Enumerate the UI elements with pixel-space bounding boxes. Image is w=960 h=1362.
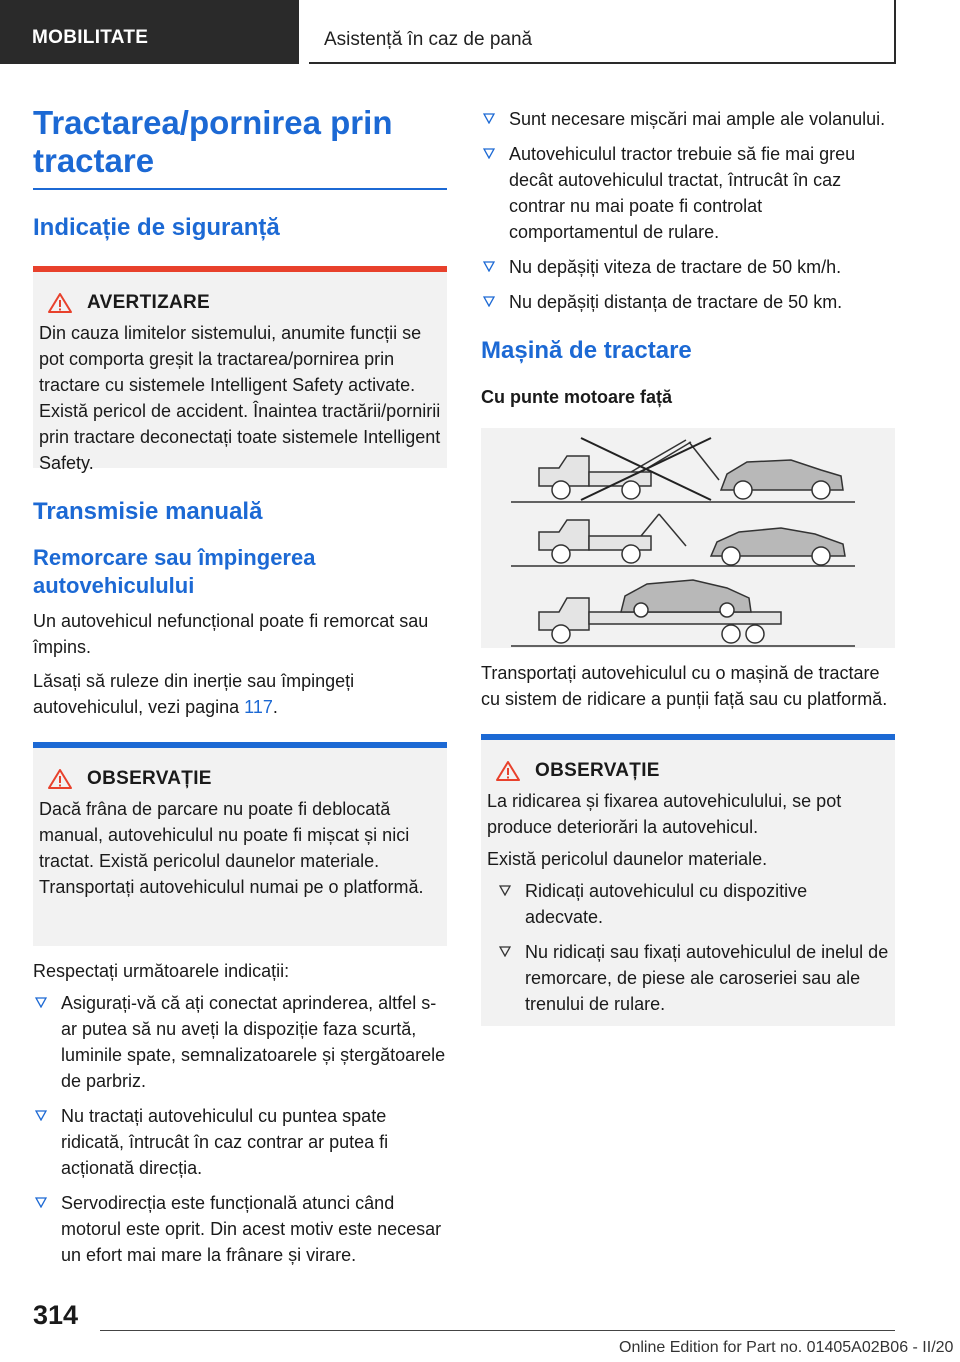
para-coast-end: . — [272, 697, 278, 717]
list-item — [497, 939, 889, 1017]
note-box-parking-brake — [33, 742, 447, 946]
note-label: OBSERVAȚIE — [535, 760, 660, 781]
note-text-1: La ridicarea și fixarea autovehiculului, se pot produce deteriorări la autovehicul. — [487, 791, 842, 837]
note-box-title — [495, 760, 889, 782]
list-item-text: Nu ridicați sau fixați autovehiculul de inelul de remorcare, de piese ale caroseriei sau ale trenului de rulare. — [525, 942, 889, 1014]
right-column — [481, 106, 895, 1026]
towing-illustration — [481, 428, 895, 648]
left-bullet-list — [33, 990, 447, 1268]
note-label: OBSERVAȚIE — [87, 768, 212, 789]
triangle-bullet-icon — [35, 1196, 47, 1208]
figure-caption: Transportați autovehiculul cu o mașină de tractare cu sistem de ridicare a punții față sau cu platformă. — [481, 663, 888, 709]
para-coast — [33, 668, 447, 720]
warning-label: AVERTIZARE — [87, 292, 210, 313]
note-text-2: Există pericolul daunelor materiale. — [487, 849, 768, 869]
list-item — [481, 254, 895, 280]
observe-intro: Respectați următoarele indicații: — [33, 961, 290, 981]
triangle-bullet-icon — [35, 996, 47, 1008]
tow-car-heading: Mașină de tractare — [481, 337, 692, 364]
para-coast-text: Lăsați să ruleze din inerție sau împingeți autovehiculul, vezi pagina — [33, 671, 355, 717]
list-item — [481, 106, 895, 132]
right-bullet-list — [481, 106, 895, 315]
manual-transmission-heading: Transmisie manuală — [33, 498, 263, 525]
page-number: 314 — [33, 1300, 79, 1330]
list-item — [497, 878, 889, 930]
list-item-text: Nu depășiți viteza de tractare de 50 km/h. — [509, 257, 842, 277]
warning-box-title — [47, 292, 441, 314]
note-box-title — [47, 768, 441, 790]
towed-car-2 — [711, 528, 845, 565]
front-drive-heading: Cu punte motoare față — [481, 387, 673, 407]
list-item — [33, 990, 447, 1094]
towed-car-1 — [721, 460, 843, 499]
warning-triangle-icon — [495, 760, 521, 782]
note-box-lifting — [481, 734, 895, 1026]
triangle-bullet-icon — [483, 112, 495, 124]
triangle-bullet-icon — [483, 295, 495, 307]
title-rule — [33, 188, 447, 190]
chapter-tab — [309, 0, 896, 64]
triangle-bullet-icon — [499, 884, 511, 896]
footer-rule — [100, 1330, 895, 1331]
list-item-text: Autovehiculul tractor trebuie să fie mai greu decât autovehiculul tractat, întrucât în caz contrar nu mai poate fi controlat comportamentul de rulare. — [509, 144, 856, 242]
note-bullet-list — [497, 878, 889, 1017]
tow-truck-lift-2 — [539, 514, 686, 563]
warning-box — [33, 266, 447, 473]
safety-heading: Indicație de siguranță — [33, 214, 280, 241]
note-text: Dacă frâna de parcare nu poate fi deblocată manual, autovehiculul nu poate fi mișcat și nici tractat. Există pericolul daunelor materiale. Transportați autovehiculul numai pe o platformă. — [39, 799, 424, 897]
carried-car — [621, 580, 751, 617]
warning-triangle-icon — [47, 292, 73, 314]
left-column — [33, 100, 447, 1277]
warning-triangle-icon — [47, 768, 73, 790]
list-item — [33, 1103, 447, 1181]
towing-vehicles-figure — [481, 428, 895, 648]
warning-text: Din cauza limitelor sistemului, anumite funcții se pot comporta greșit la tractarea/pornirea prin tractare cu sistemele Intelligent Safety activate. Există pericol de accident. Înaintea tractării/pornirii prin tractare deconectați toate sistemele Intelligent Safety. — [39, 323, 441, 473]
list-item-text: Servodirecția este funcțională atunci când motorul este oprit. Din acest motiv este necesar un efort mai mare la frânare și virare. — [61, 1193, 442, 1265]
list-item-text: Asigurați-vă că ați conectat aprinderea, altfel s-ar putea să nu aveți la dispoziție faza scurtă, luminile spate, semnalizatoarele și ștergătoarele de parbriz. — [61, 993, 446, 1091]
list-item — [481, 141, 895, 245]
section-tab — [0, 0, 299, 64]
para-tow-or-push: Un autovehicul nefuncțional poate fi remorcat sau împins. — [33, 611, 429, 657]
page-title: Tractarea/pornirea prin tractare — [33, 104, 393, 179]
chapter-title: Asistență în caz de pană — [324, 29, 533, 50]
triangle-bullet-icon — [483, 147, 495, 159]
section-title: MOBILITATE — [32, 27, 149, 48]
cross-out-mark — [581, 438, 711, 500]
list-item-text: Nu tractați autovehiculul cu puntea spate ridicată, întrucât în caz contrar ar putea fi acționată direcția. — [61, 1106, 389, 1178]
list-item-text: Sunt necesare mișcări mai ample ale volanului. — [509, 109, 886, 129]
list-item-text: Ridicați autovehiculul cu dispozitive adecvate. — [525, 881, 808, 927]
triangle-bullet-icon — [499, 945, 511, 957]
page-link-117[interactable]: 117 — [244, 697, 273, 717]
list-item — [481, 289, 895, 315]
tow-push-heading: Remorcare sau împingerea autovehiculului — [33, 545, 316, 598]
edition-footer: Online Edition for Part no. 01405A02B06 - II/20 — [619, 1339, 954, 1356]
list-item-text: Nu depășiți distanța de tractare de 50 km. — [509, 292, 843, 312]
triangle-bullet-icon — [35, 1109, 47, 1121]
triangle-bullet-icon — [483, 260, 495, 272]
list-item — [33, 1190, 447, 1268]
